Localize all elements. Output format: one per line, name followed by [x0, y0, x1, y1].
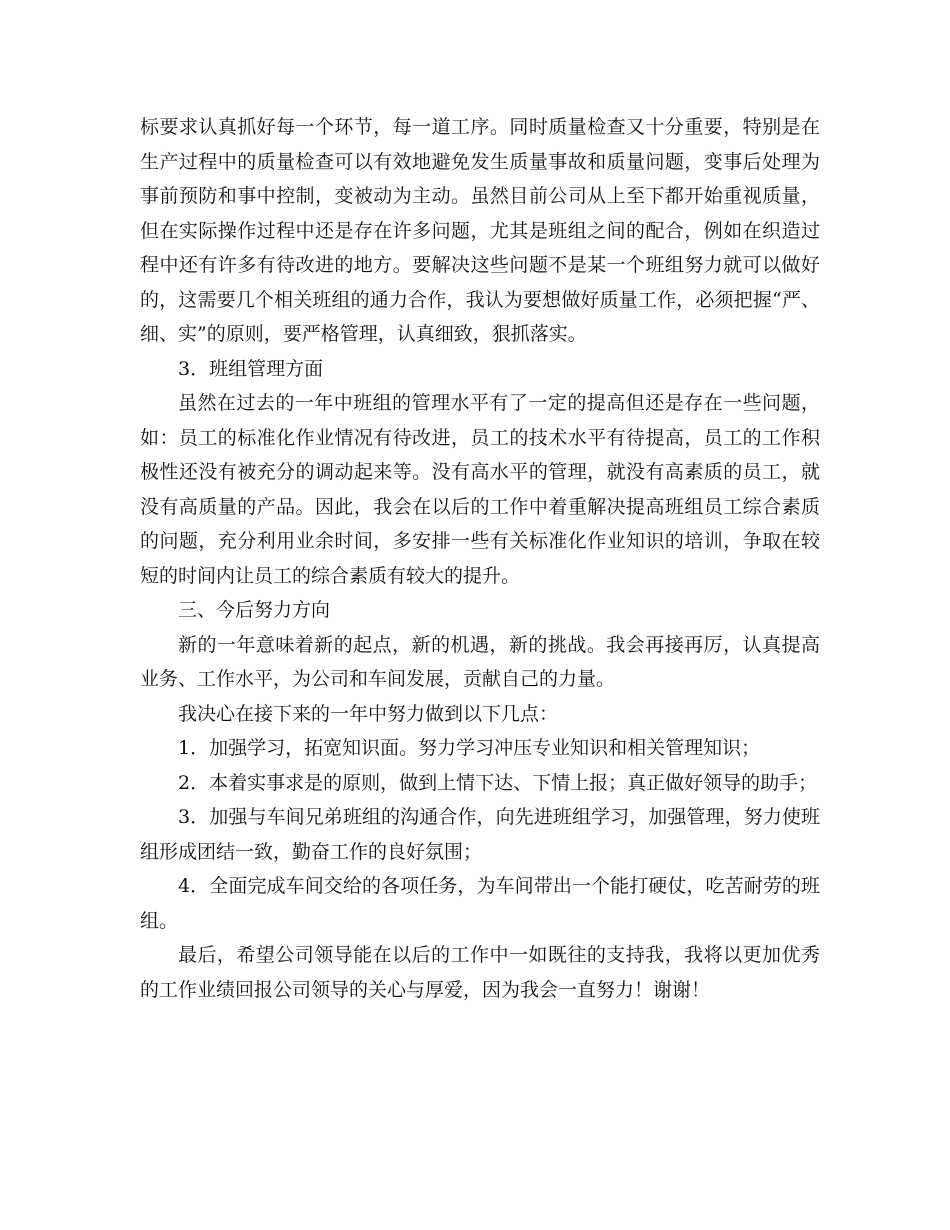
- list-item-3: 3．加强与车间兄弟班组的沟通合作，向先进班组学习，加强管理，努力使班组形成团结一致，勤奋工作的良好氛围；: [140, 806, 820, 863]
- paragraph-team-management: 虽然在过去的一年中班组的管理水平有了一定的提高但还是存在一些问题，如：员工的标准化作业情况有待改进，员工的技术水平有待提高，员工的工作积极性还没有被充分的调动起来等。没有高水平的管理，就没有高素质的员工，就没有高质量的产品。因此，我会在以后的工作中着重解决提高班组员工综合素质的问题，充分利用业余时间，多安排一些有关标准化作业知识的培训，争取在较短的时间内让员工的综合素质有较大的提升。: [140, 392, 820, 587]
- heading-team-management: 3．班组管理方面: [178, 357, 324, 380]
- paragraph-closing: 最后，希望公司领导能在以后的工作中一如既往的支持我，我将以更加优秀的工作业绩回报公司领导的关心与厚爱，因为我会一直努力！谢谢！: [140, 944, 820, 1001]
- paragraph-quality-continuation: 标要求认真抓好每一个环节，每一道工序。同时质量检查又十分重要，特别是在生产过程中的质量检查可以有效地避免发生质量事故和质量问题，变事后处理为事前预防和事中控制，变被动为主动。虽然目前公司从上至下都开始重视质量，但在实际操作过程中还是存在许多问题，尤其是班组之间的配合，例如在织造过程中还有许多有待改进的地方。要解决这些问题不是某一个班组努力就可以做好的，这需要几个相关班组的通力合作，我认为要想做好质量工作，必须把握“严、细、实”的原则，要严格管理，认真细致，狠抓落实。: [140, 116, 820, 345]
- paragraph-resolution-intro: 我决心在接下来的一年中努力做到以下几点：: [178, 702, 559, 725]
- paragraph-new-year: 新的一年意味着新的起点，新的机遇，新的挑战。我会再接再厉，认真提高业务、工作水平，为公司和车间发展，贡献自己的力量。: [140, 633, 820, 690]
- document-page: [140, 110, 820, 1007]
- list-item-1: 1．加强学习，拓宽知识面。努力学习冲压专业知识和相关管理知识；: [178, 737, 761, 759]
- list-item-4: 4．全面完成车间交给的各项任务，为车间带出一个能打硬仗，吃苦耐劳的班组。: [140, 875, 820, 932]
- list-item-2: 2．本着实事求是的原则，做到上情下达、下情上报；真正做好领导的助手；: [178, 771, 818, 794]
- heading-future-direction: 三、今后努力方向: [178, 599, 331, 621]
